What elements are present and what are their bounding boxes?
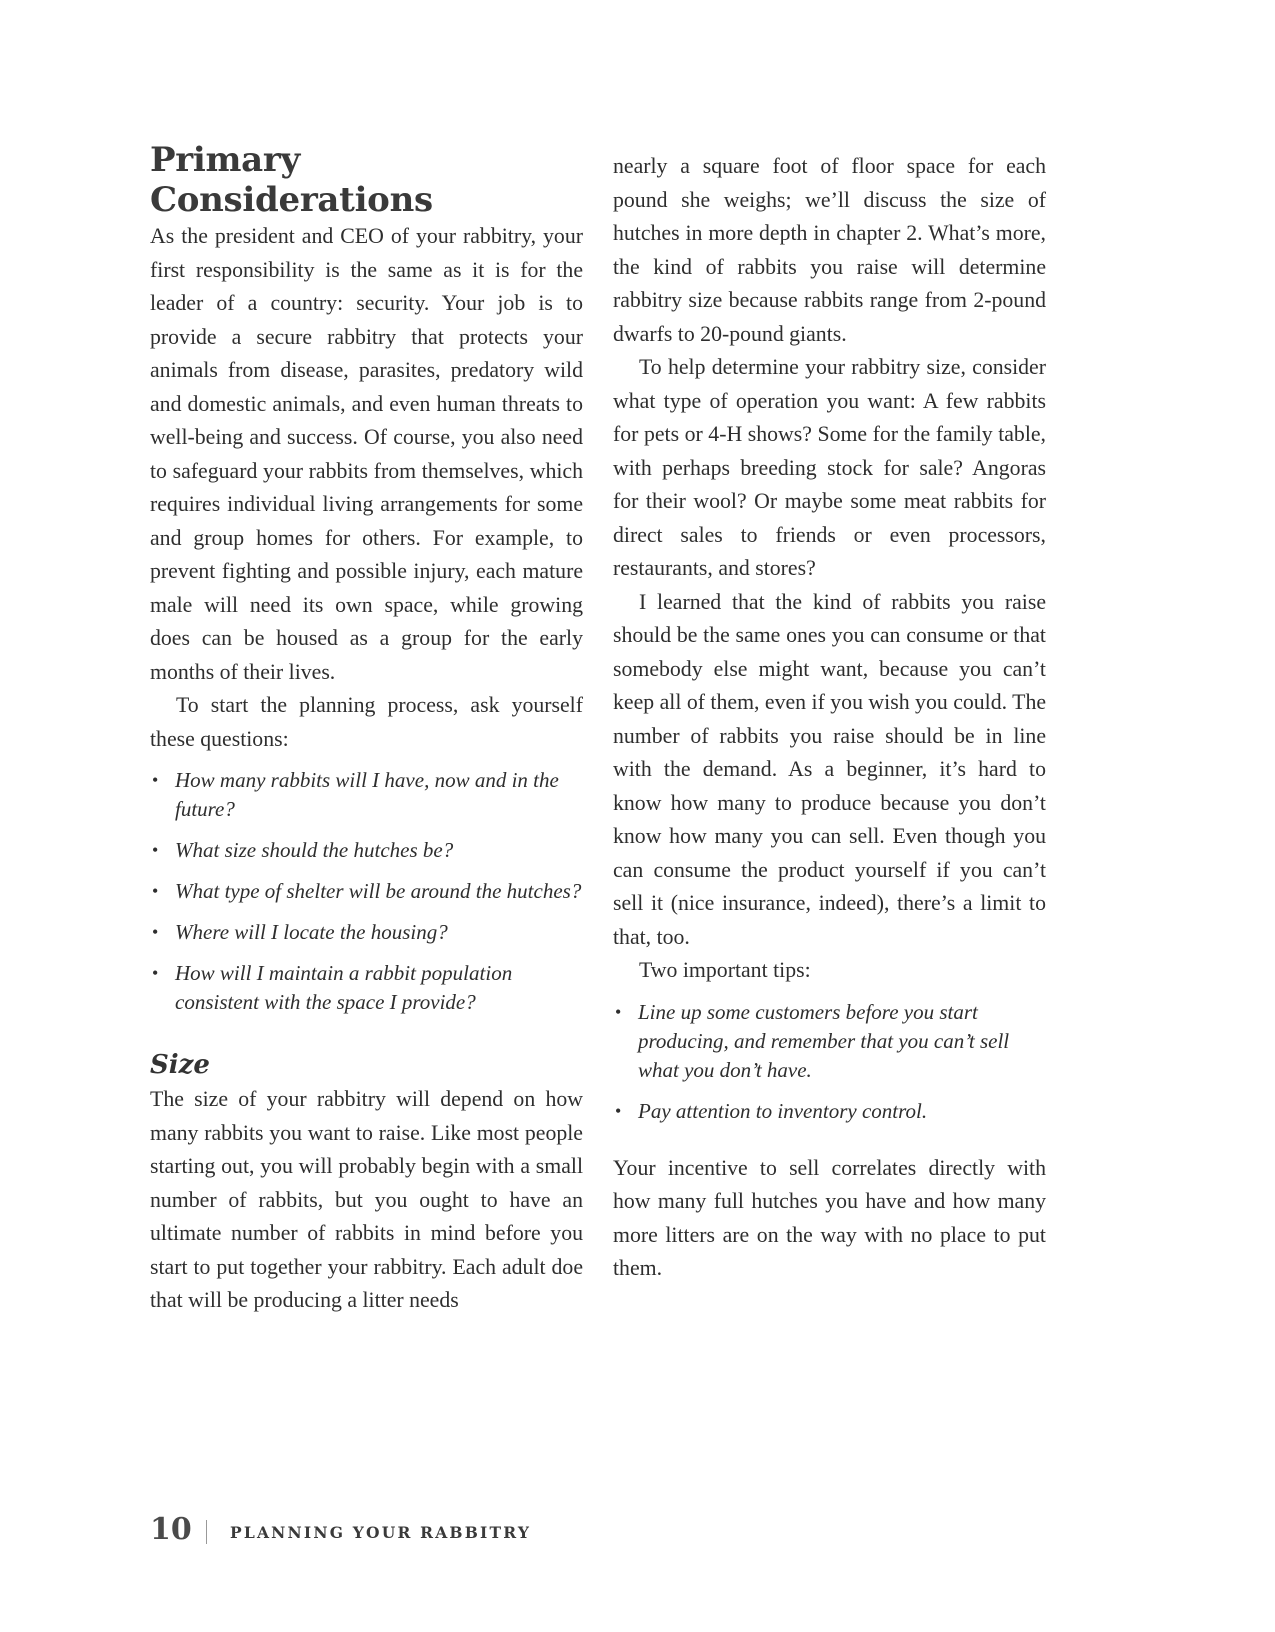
paragraph: Your incentive to sell correlates directly with how many full hutches you have and how many more litters are on the way with no place to put them. [613, 1155, 1046, 1280]
paragraph: To start the planning process, ask yourself these questions: [150, 693, 583, 751]
page-number: 10 [150, 1512, 192, 1547]
bullet-icon: • [152, 922, 159, 942]
bullet-icon: • [152, 881, 159, 901]
list-item: • What size should the hutches be? [150, 836, 583, 865]
paragraph: To help determine your rabbitry size, consider what type of operation you want: A few rabbits for pets or 4-H shows? Some for the family table, with perhaps breeding stock for sale? Angoras for their wool? Or maybe some meat rabbits for direct sales to friends or even processors, restaurants, and stores? [613, 355, 1046, 580]
left-column [150, 140, 583, 1318]
section-heading: Primary Considerations [150, 140, 433, 220]
bullet-icon: • [152, 840, 159, 860]
page-footer [150, 1512, 750, 1552]
list-item: • Where will I locate the housing? [150, 918, 583, 947]
list-item: • How will I maintain a rabbit population consistent with the space I provide? [152, 961, 513, 1014]
paragraph: The size of your rabbitry will depend on how many rabbits you want to raise. Like most people starting out, you will probably begin with a small number of rabbits, but you ought to have an ultimate number of rabbits in mind before you start to put together your rabbitry. Each adult doe that will be producing a litter needs [150, 1087, 583, 1312]
subsection-heading: Size [150, 1050, 210, 1080]
question-list [150, 766, 583, 1017]
paragraph: nearly a square foot of floor space for each pound she weighs; we’ll discuss the size of hutches in more depth in chapter 2. What’s more, the kind of rabbits you raise will determine rabbitry size because rabbits range from 2-pound dwarfs to 20-pound giants. [613, 154, 1046, 346]
list-item: • Line up some customers before you start producing, and remember that you can’t sell what you don’t have. [615, 999, 1010, 1082]
right-column [613, 150, 1046, 1286]
paragraph: I learned that the kind of rabbits you raise should be the same ones you can consume or that somebody else might want, because you can’t keep all of them, even if you wish you could. The number of rabbits you raise should be in line with the demand. As a beginner, it’s hard to know how many to produce because you don’t know how many you can sell. Even though you can consume the product yourself if you can’t sell it (nice insurance, indeed), there’s a limit to that, too. [613, 589, 1047, 949]
running-head: PLANNING YOUR RABBITRY [230, 1523, 532, 1542]
list-item: • What type of shelter will be around the hutches? [150, 877, 583, 906]
list-item: • Pay attention to inventory control. [613, 1097, 1046, 1126]
bullet-icon: • [615, 1100, 622, 1121]
bullet-icon: • [152, 770, 159, 790]
paragraph: As the president and CEO of your rabbitry, your first responsibility is the same as it is for the leader of a country: security. Your job is to provide a secure rabbitry that protects your animals from disease, parasites, predatory wild and domestic animals, and even human threats to well-being and success. Of course, you also need to safeguard your rabbits from themselves, which requires individual living arrangements for some and group homes for others. For example, to prevent fighting and possible injury, each mature male will need its own space, while growing does can be housed as a group for the early months of their lives. [150, 224, 583, 684]
bullet-icon: • [615, 1001, 622, 1022]
bullet-icon: • [152, 963, 159, 983]
list-item: • How many rabbits will I have, now and in the future? [152, 768, 559, 821]
tips-list [613, 998, 1046, 1126]
paragraph: Two important tips: [639, 958, 811, 982]
footer-divider [206, 1520, 207, 1544]
